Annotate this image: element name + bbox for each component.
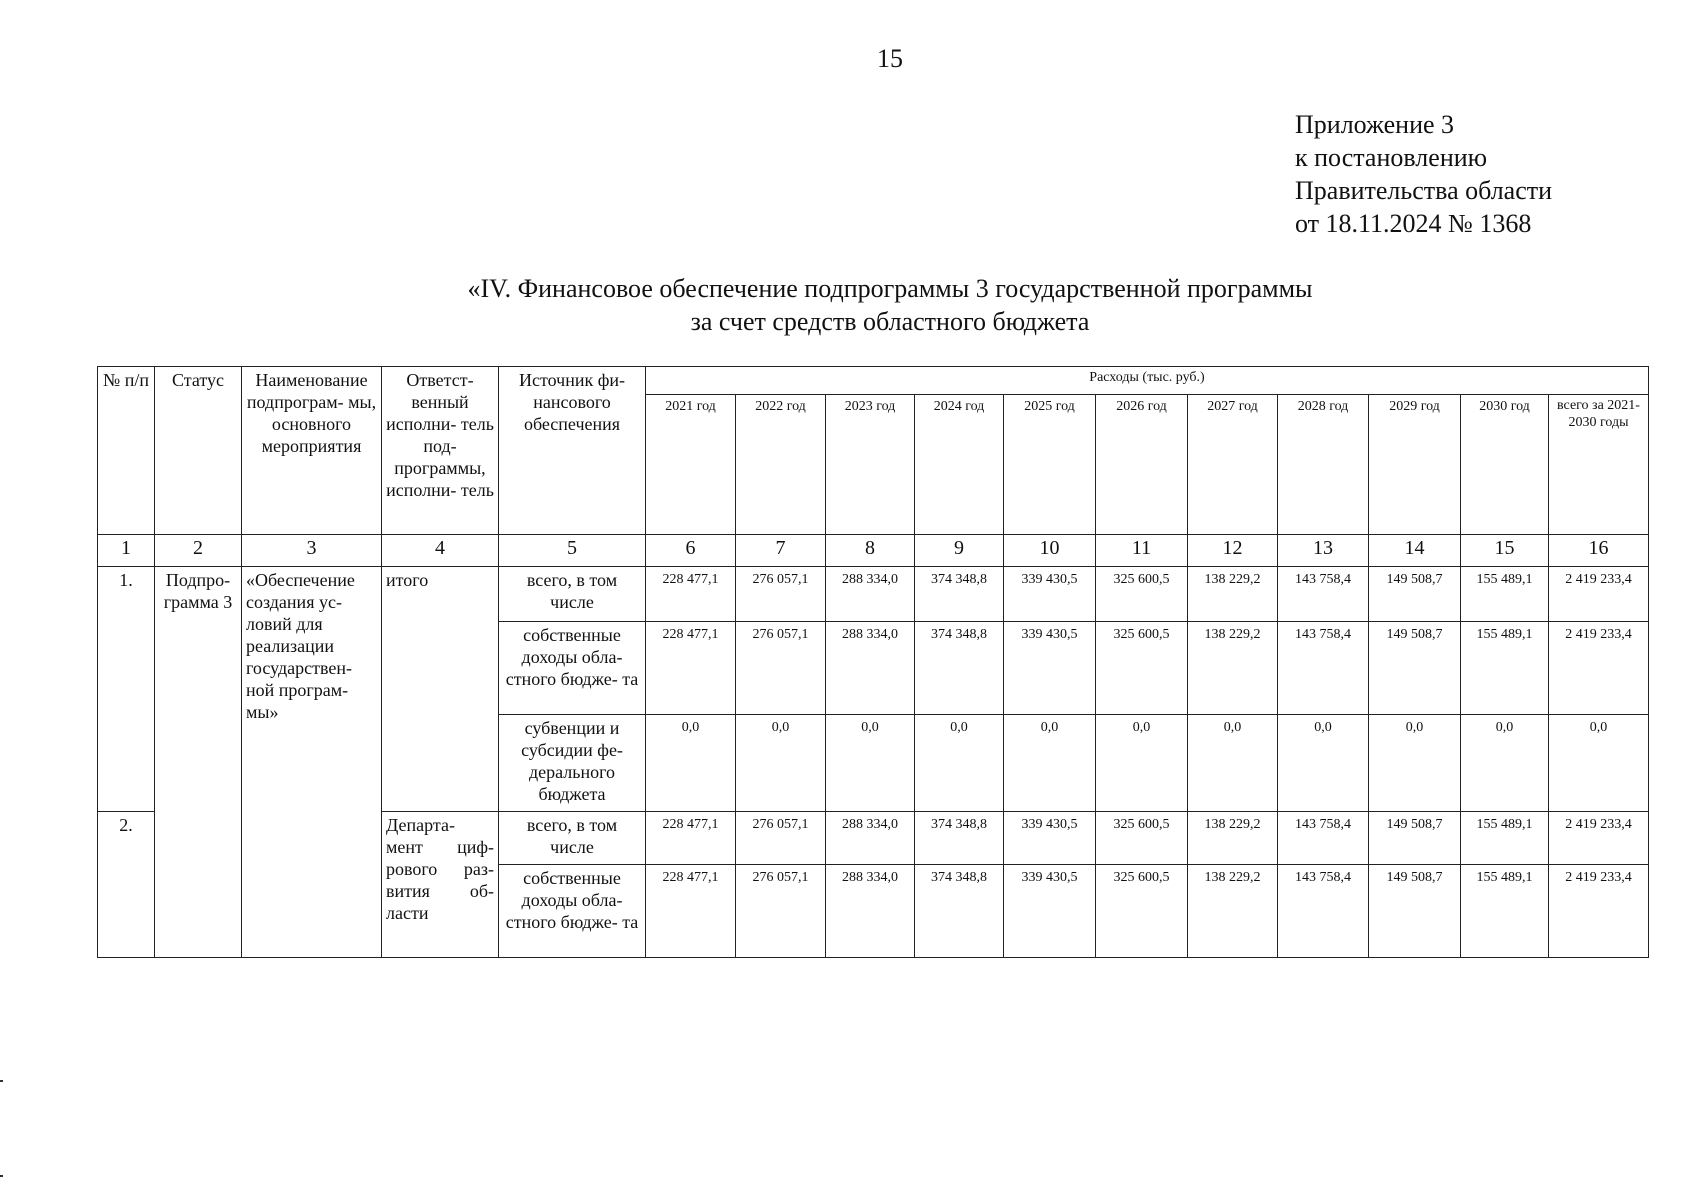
- appendix-block: [1295, 108, 1552, 240]
- value-cell: 288 334,0: [826, 567, 915, 622]
- value-cell: 138 229,2: [1188, 812, 1278, 865]
- appendix-line: Правительства области: [1295, 176, 1553, 205]
- value-cell: 0,0: [646, 715, 736, 812]
- value-cell: 325 600,5: [1096, 567, 1188, 622]
- header-total: всего за 2021-2030 годы: [1549, 395, 1649, 535]
- row-num: 1.: [98, 567, 155, 812]
- value-cell: 149 508,7: [1369, 865, 1461, 958]
- value-cell: 138 229,2: [1188, 865, 1278, 958]
- appendix-line: к постановлению: [1295, 143, 1488, 172]
- value-cell: 155 489,1: [1461, 567, 1549, 622]
- header-year: 2028 год: [1278, 395, 1369, 535]
- value-cell: 138 229,2: [1188, 622, 1278, 715]
- value-cell: 138 229,2: [1188, 567, 1278, 622]
- header-name: Наименование подпрограм- мы, основного мероприятия: [242, 367, 382, 535]
- value-cell: 2 419 233,4: [1549, 567, 1649, 622]
- value-cell: 325 600,5: [1096, 865, 1188, 958]
- value-cell: 149 508,7: [1369, 622, 1461, 715]
- value-cell: 325 600,5: [1096, 622, 1188, 715]
- value-cell: 228 477,1: [646, 865, 736, 958]
- page-number: 15: [877, 44, 903, 73]
- row-source: собственные доходы обла- стного бюдже- та: [499, 622, 646, 715]
- header-year: 2021 год: [646, 395, 736, 535]
- header-year: 2023 год: [826, 395, 915, 535]
- scan-edge-mark: [0, 1080, 3, 1104]
- appendix-line: Приложение 3: [1295, 110, 1455, 139]
- row-source: собственные доходы обла- стного бюдже- та: [499, 865, 646, 958]
- col-number: 3: [242, 535, 382, 567]
- title-line: «IV. Финансовое обеспечение подпрограммы 3 государственной программы: [467, 274, 1313, 303]
- value-cell: 2 419 233,4: [1549, 622, 1649, 715]
- value-cell: 374 348,8: [915, 812, 1004, 865]
- header-year: 2026 год: [1096, 395, 1188, 535]
- col-number: 8: [826, 535, 915, 567]
- finance-table: [97, 366, 1649, 958]
- value-cell: 0,0: [1549, 715, 1649, 812]
- row-executor: Департа- мент циф- рового раз- вития об- ласти: [382, 812, 499, 958]
- header-row: [98, 367, 1649, 395]
- value-cell: 2 419 233,4: [1549, 865, 1649, 958]
- value-cell: 228 477,1: [646, 567, 736, 622]
- col-number: 12: [1188, 535, 1278, 567]
- value-cell: 0,0: [1461, 715, 1549, 812]
- header-year: 2025 год: [1004, 395, 1096, 535]
- value-cell: 276 057,1: [736, 567, 826, 622]
- value-cell: 228 477,1: [646, 812, 736, 865]
- col-number: 4: [382, 535, 499, 567]
- value-cell: 276 057,1: [736, 622, 826, 715]
- value-cell: 0,0: [1369, 715, 1461, 812]
- header-executor: Ответст- венный исполни- тель под- программы, исполни- тель: [382, 367, 499, 535]
- value-cell: 0,0: [826, 715, 915, 812]
- title-line: за счет средств областного бюджета: [690, 307, 1090, 336]
- header-year: 2022 год: [736, 395, 826, 535]
- row-executor: итого: [382, 567, 499, 812]
- col-number: 2: [155, 535, 242, 567]
- value-cell: 374 348,8: [915, 567, 1004, 622]
- value-cell: 339 430,5: [1004, 812, 1096, 865]
- value-cell: 149 508,7: [1369, 812, 1461, 865]
- value-cell: 0,0: [1096, 715, 1188, 812]
- col-number: 9: [915, 535, 1004, 567]
- value-cell: 155 489,1: [1461, 865, 1549, 958]
- value-cell: 339 430,5: [1004, 567, 1096, 622]
- value-cell: 0,0: [1188, 715, 1278, 812]
- value-cell: 2 419 233,4: [1549, 812, 1649, 865]
- value-cell: 325 600,5: [1096, 812, 1188, 865]
- row-source: всего, в том числе: [499, 812, 646, 865]
- value-cell: 149 508,7: [1369, 567, 1461, 622]
- value-cell: 143 758,4: [1278, 622, 1369, 715]
- value-cell: 288 334,0: [826, 622, 915, 715]
- col-number: 10: [1004, 535, 1096, 567]
- row-status: Подпро- грамма 3: [155, 567, 242, 958]
- row-name: «Обеспечение создания ус- ловий для реализации государствен- ной програм- мы»: [242, 567, 382, 958]
- col-number: 13: [1278, 535, 1369, 567]
- appendix-line: от 18.11.2024 № 1368: [1295, 209, 1532, 238]
- column-number-row: [98, 535, 1649, 567]
- header-num: № п/п: [98, 367, 155, 535]
- col-number: 14: [1369, 535, 1461, 567]
- value-cell: 0,0: [915, 715, 1004, 812]
- value-cell: 0,0: [1278, 715, 1369, 812]
- col-number: 5: [499, 535, 646, 567]
- header-year: 2030 год: [1461, 395, 1549, 535]
- value-cell: 143 758,4: [1278, 812, 1369, 865]
- value-cell: 374 348,8: [915, 622, 1004, 715]
- value-cell: 0,0: [1004, 715, 1096, 812]
- value-cell: 143 758,4: [1278, 865, 1369, 958]
- row-num: 2.: [98, 812, 155, 958]
- value-cell: 276 057,1: [736, 812, 826, 865]
- value-cell: 288 334,0: [826, 812, 915, 865]
- header-source: Источник фи- нансового обеспечения: [499, 367, 646, 535]
- value-cell: 155 489,1: [1461, 622, 1549, 715]
- value-cell: 339 430,5: [1004, 865, 1096, 958]
- row-source: субвенции и субсидии фе- дерального бюджета: [499, 715, 646, 812]
- value-cell: 0,0: [736, 715, 826, 812]
- section-title: [0, 272, 1697, 338]
- col-number: 16: [1549, 535, 1649, 567]
- col-number: 6: [646, 535, 736, 567]
- col-number: 15: [1461, 535, 1549, 567]
- scan-edge-mark: [0, 1175, 3, 1177]
- col-number: 1: [98, 535, 155, 567]
- value-cell: 339 430,5: [1004, 622, 1096, 715]
- header-expenses: Расходы (тыс. руб.): [646, 367, 1649, 395]
- value-cell: 143 758,4: [1278, 567, 1369, 622]
- header-year: 2024 год: [915, 395, 1004, 535]
- value-cell: 228 477,1: [646, 622, 736, 715]
- table-row: [98, 567, 1649, 622]
- value-cell: 374 348,8: [915, 865, 1004, 958]
- value-cell: 155 489,1: [1461, 812, 1549, 865]
- value-cell: 276 057,1: [736, 865, 826, 958]
- col-number: 7: [736, 535, 826, 567]
- row-source: всего, в том числе: [499, 567, 646, 622]
- value-cell: 288 334,0: [826, 865, 915, 958]
- header-year: 2029 год: [1369, 395, 1461, 535]
- header-status: Статус: [155, 367, 242, 535]
- header-year: 2027 год: [1188, 395, 1278, 535]
- col-number: 11: [1096, 535, 1188, 567]
